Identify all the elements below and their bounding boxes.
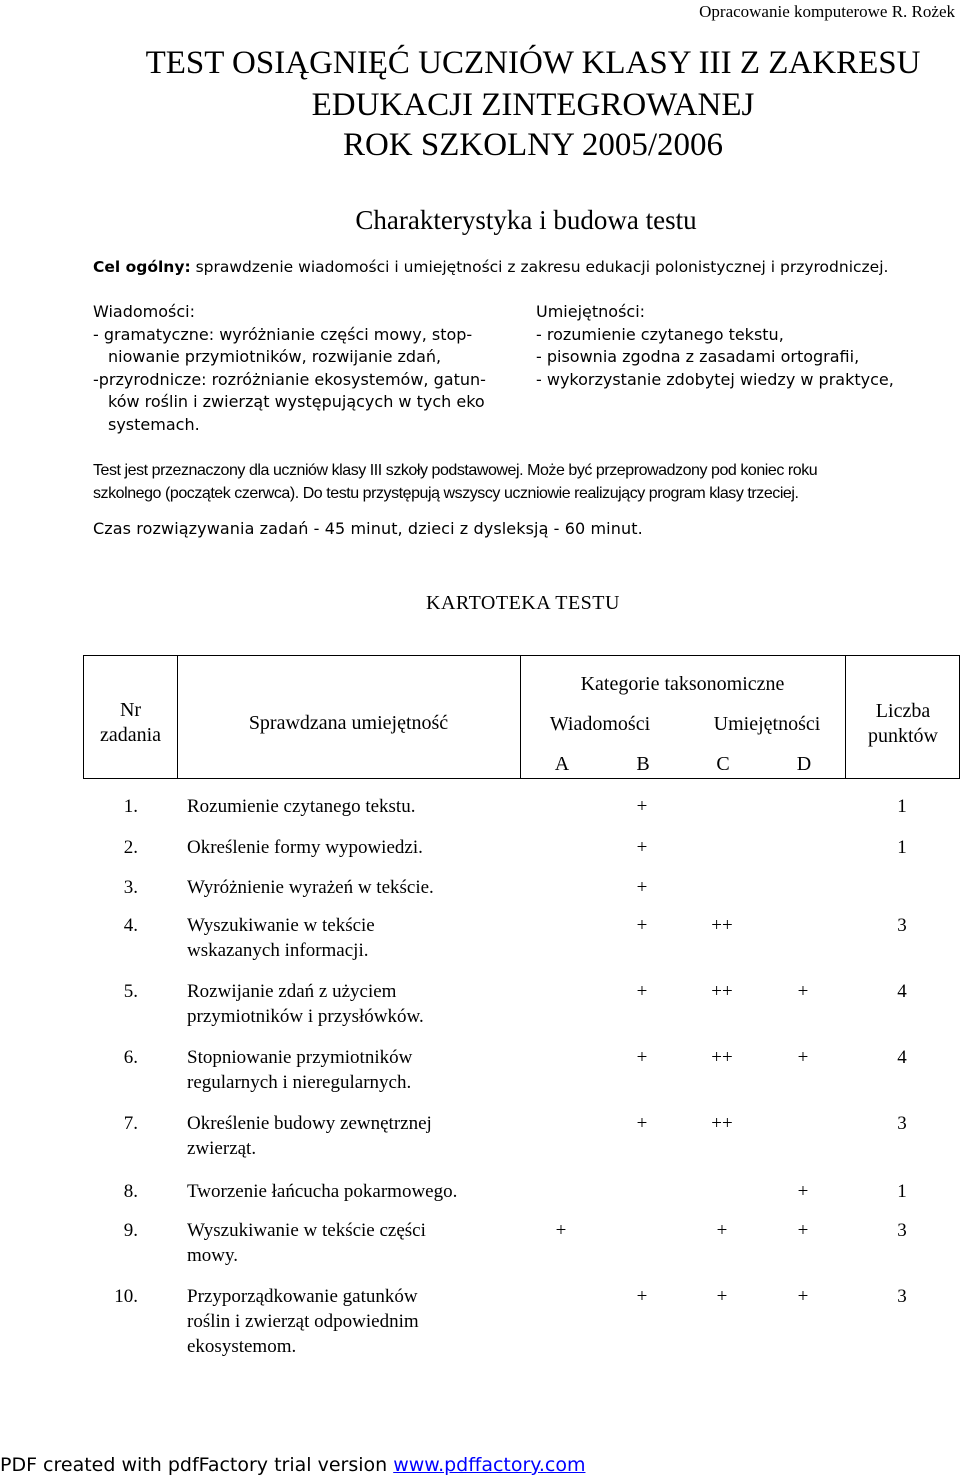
category-d-mark: + bbox=[797, 1286, 809, 1307]
task-skill bbox=[187, 794, 415, 819]
task-skill bbox=[187, 1111, 432, 1161]
task-skill bbox=[187, 835, 423, 860]
task-points: 1 bbox=[897, 796, 907, 817]
header-points bbox=[845, 699, 960, 749]
task-skill-line: mowy. bbox=[187, 1245, 239, 1266]
category-b-mark: + bbox=[636, 796, 648, 817]
task-skill-line: wskazanych informacji. bbox=[187, 940, 369, 961]
general-goal-text: sprawdzenie wiadomości i umiejętności z zakresu edukacji polonistycznej i przyrodniczej. bbox=[195, 258, 889, 276]
footer-text: PDF created with pdfFactory trial version bbox=[0, 1454, 394, 1476]
test-info bbox=[93, 459, 817, 505]
task-number: 7. bbox=[123, 1113, 138, 1134]
header-categories: Kategorie taksonomiczne bbox=[580, 673, 785, 695]
header-cat-b: B bbox=[636, 753, 650, 775]
task-skill-line: zwierząt. bbox=[187, 1138, 257, 1159]
skills-line: - wykorzystanie zdobytej wiedzy w praktyce, bbox=[536, 369, 894, 389]
section-subtitle: Charakterystyka i budowa testu bbox=[355, 205, 697, 235]
knowledge-line: niowanie przymiotników, rozwijanie zdań, bbox=[108, 347, 442, 366]
task-skill-line: roślin i zwierząt odpowiednim bbox=[187, 1311, 419, 1332]
task-number: 6. bbox=[123, 1047, 138, 1068]
knowledge-line: - gramatyczne: wyróżnianie części mowy, stop- bbox=[93, 324, 473, 344]
category-c-mark: ++ bbox=[711, 1113, 733, 1134]
task-number: 1. bbox=[123, 796, 138, 817]
task-skill-line: Tworzenie łańcucha pokarmowego. bbox=[187, 1181, 458, 1202]
category-b-mark: + bbox=[636, 1113, 648, 1134]
task-skill-line: Wyszukiwanie w tekście części bbox=[187, 1220, 426, 1241]
task-points: 3 bbox=[897, 1113, 907, 1134]
header-text: Nr bbox=[119, 699, 142, 721]
task-number: 3. bbox=[123, 877, 138, 898]
task-points: 4 bbox=[897, 981, 907, 1002]
task-points: 1 bbox=[897, 837, 907, 858]
category-b-mark: + bbox=[636, 877, 648, 898]
header-knowledge: Wiadomości bbox=[549, 713, 651, 735]
task-number: 5. bbox=[123, 981, 138, 1002]
task-skill bbox=[187, 1045, 412, 1095]
task-skill bbox=[187, 1179, 457, 1204]
task-skill-line: regularnych i nieregularnych. bbox=[187, 1072, 412, 1093]
kartoteka-title: KARTOTEKA TESTU bbox=[426, 592, 620, 614]
knowledge-line: -przyrodnicze: rozróżnianie ekosystemów, gatun- bbox=[93, 369, 486, 389]
category-d-mark: + bbox=[797, 1047, 809, 1068]
task-skill-line: Rozumienie czytanego tekstu. bbox=[187, 796, 416, 817]
task-points: 3 bbox=[897, 915, 907, 936]
knowledge-column bbox=[93, 301, 486, 436]
task-skill bbox=[187, 875, 434, 900]
task-points: 3 bbox=[897, 1220, 907, 1241]
task-skill-line: Rozwijanie zdań z użyciem bbox=[187, 981, 397, 1002]
category-c-mark: + bbox=[716, 1220, 728, 1241]
task-points: 1 bbox=[897, 1181, 907, 1202]
skills-line: - rozumienie czytanego tekstu, bbox=[536, 324, 784, 344]
task-skill-line: Określenie budowy zewnętrznej bbox=[187, 1113, 432, 1134]
title-line-3: ROK SZKOLNY 2005/2006 bbox=[342, 127, 724, 163]
category-b-mark: + bbox=[636, 1286, 648, 1307]
task-skill-line: Określenie formy wypowiedzi. bbox=[187, 837, 423, 858]
task-points: 3 bbox=[897, 1286, 907, 1307]
test-info-line: szkolnego (początek czerwca). Do testu przystępują wszyscy uczniowie realizujący program klasy trzeciej. bbox=[93, 485, 799, 502]
task-number: 9. bbox=[123, 1220, 138, 1241]
task-skill bbox=[187, 1284, 419, 1359]
category-c-mark: ++ bbox=[711, 915, 733, 936]
table-header bbox=[83, 655, 960, 779]
title-line-2: EDUKACJI ZINTEGROWANEJ bbox=[311, 87, 755, 123]
pdffactory-link[interactable]: www.pdffactory.com bbox=[393, 1454, 586, 1476]
test-info-line: Test jest przeznaczony dla uczniów klasy III szkoły podstawowej. Może być przeprowadzony pod koniec roku bbox=[93, 462, 818, 479]
task-skill-line: przymiotników i przysłówków. bbox=[187, 1006, 424, 1027]
skills-line: - pisownia zgodna z zasadami ortografii, bbox=[536, 347, 860, 366]
skills-heading: Umiejętności: bbox=[536, 302, 646, 321]
knowledge-line: ków roślin i zwierząt występujących w tych eko bbox=[108, 392, 485, 411]
task-skill-line: ekosystemom. bbox=[187, 1336, 297, 1357]
task-skill bbox=[187, 913, 375, 963]
category-b-mark: + bbox=[636, 1047, 648, 1068]
header-text: zadania bbox=[99, 724, 162, 746]
task-skill bbox=[187, 1218, 426, 1268]
task-skill-line: Wyróżnienie wyrażeń w tekście. bbox=[187, 877, 434, 898]
task-skill-line: Stopniowanie przymiotników bbox=[187, 1047, 413, 1068]
task-number: 4. bbox=[123, 915, 138, 936]
category-b-mark: + bbox=[636, 981, 648, 1002]
header-cat-d: D bbox=[796, 753, 812, 775]
header-text: punktów bbox=[868, 725, 938, 747]
task-skill-line: Wyszukiwanie w tekście bbox=[187, 915, 375, 936]
category-d-mark: + bbox=[797, 1181, 809, 1202]
category-c-mark: + bbox=[716, 1286, 728, 1307]
category-b-mark: + bbox=[636, 837, 648, 858]
time-limit-note: Czas rozwiązywania zadań - 45 minut, dzieci z dysleksją - 60 minut. bbox=[93, 519, 643, 538]
header-cat-c: C bbox=[716, 753, 730, 775]
header-task-number bbox=[84, 698, 177, 748]
general-goal bbox=[93, 258, 888, 276]
task-number: 2. bbox=[123, 837, 138, 858]
title-line-1: TEST OSIĄGNIĘĆ UCZNIÓW KLASY III Z ZAKRESU bbox=[145, 45, 921, 81]
header-skills: Umiejętności bbox=[713, 713, 821, 735]
task-number: 8. bbox=[123, 1181, 138, 1202]
category-c-mark: ++ bbox=[711, 981, 733, 1002]
category-b-mark: + bbox=[636, 915, 648, 936]
category-d-mark: + bbox=[797, 981, 809, 1002]
header-cat-a: A bbox=[554, 753, 570, 775]
author-note: Opracowanie komputerowe R. Rożek bbox=[699, 2, 955, 21]
task-skill bbox=[187, 979, 424, 1029]
general-goal-label: Cel ogólny: bbox=[93, 258, 191, 276]
task-number: 10. bbox=[114, 1286, 138, 1307]
task-skill-line: Przyporządkowanie gatunków bbox=[187, 1286, 418, 1307]
category-d-mark: + bbox=[797, 1220, 809, 1241]
header-skill: Sprawdzana umiejętność bbox=[248, 712, 449, 734]
pdf-footer bbox=[0, 1454, 585, 1476]
knowledge-heading: Wiadomości: bbox=[93, 302, 196, 321]
category-a-mark: + bbox=[555, 1220, 567, 1241]
category-c-mark: ++ bbox=[711, 1047, 733, 1068]
skills-column bbox=[536, 301, 894, 391]
knowledge-line: systemach. bbox=[108, 414, 200, 434]
task-points: 4 bbox=[897, 1047, 907, 1068]
header-text: Liczba bbox=[875, 700, 931, 722]
